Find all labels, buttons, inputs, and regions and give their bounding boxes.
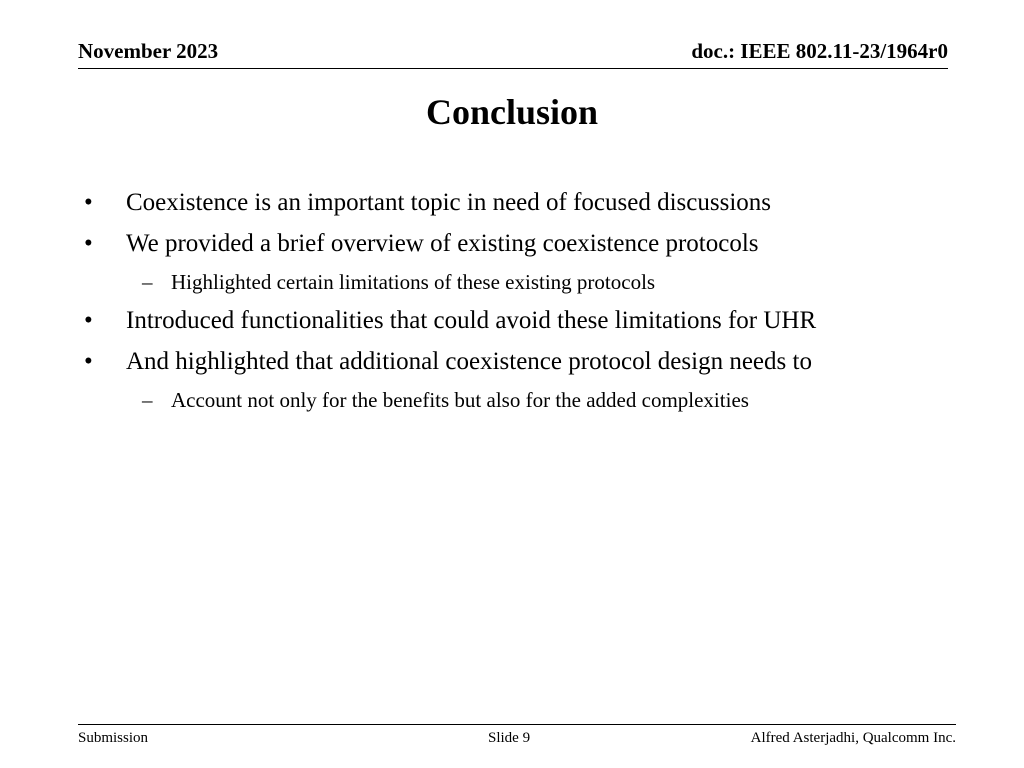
sub-bullet-item bbox=[84, 266, 964, 302]
bullet-item bbox=[84, 225, 964, 266]
slide-title: Conclusion bbox=[425, 92, 599, 132]
sub-bullet-text: Account not only for the benefits but also for the added complexities bbox=[171, 388, 749, 412]
slide-body bbox=[84, 184, 964, 420]
sub-bullet-marker: – bbox=[142, 270, 153, 294]
bullet-text: Coexistence is an important topic in need of focused discussions bbox=[126, 189, 772, 216]
footer-slide-number: Slide 9 bbox=[488, 730, 531, 746]
bullet-item bbox=[84, 302, 964, 343]
bullet-item bbox=[84, 184, 964, 225]
bullet-text: Introduced functionalities that could avoid these limitations for UHR bbox=[126, 307, 817, 334]
header-doc-id: doc.: IEEE 802.11-23/1964r0 bbox=[691, 39, 948, 63]
slide-footer bbox=[78, 724, 956, 755]
sub-bullet-item bbox=[84, 384, 964, 420]
footer-submission: Submission bbox=[78, 730, 149, 746]
header-date: November 2023 bbox=[78, 39, 219, 63]
bullet-item bbox=[84, 343, 964, 384]
bullet-text: We provided a brief overview of existing coexistence protocols bbox=[126, 230, 759, 257]
sub-bullet-text: Highlighted certain limitations of these existing protocols bbox=[171, 270, 656, 294]
bullet-marker: • bbox=[84, 348, 93, 375]
bullet-marker: • bbox=[84, 189, 93, 216]
bullet-text: And highlighted that additional coexistence protocol design needs to bbox=[126, 348, 812, 375]
footer-author: Alfred Asterjadhi, Qualcomm Inc. bbox=[750, 730, 956, 746]
slide-header bbox=[78, 38, 948, 69]
sub-bullet-marker: – bbox=[142, 388, 153, 412]
bullet-marker: • bbox=[84, 230, 93, 257]
bullet-marker: • bbox=[84, 307, 93, 334]
